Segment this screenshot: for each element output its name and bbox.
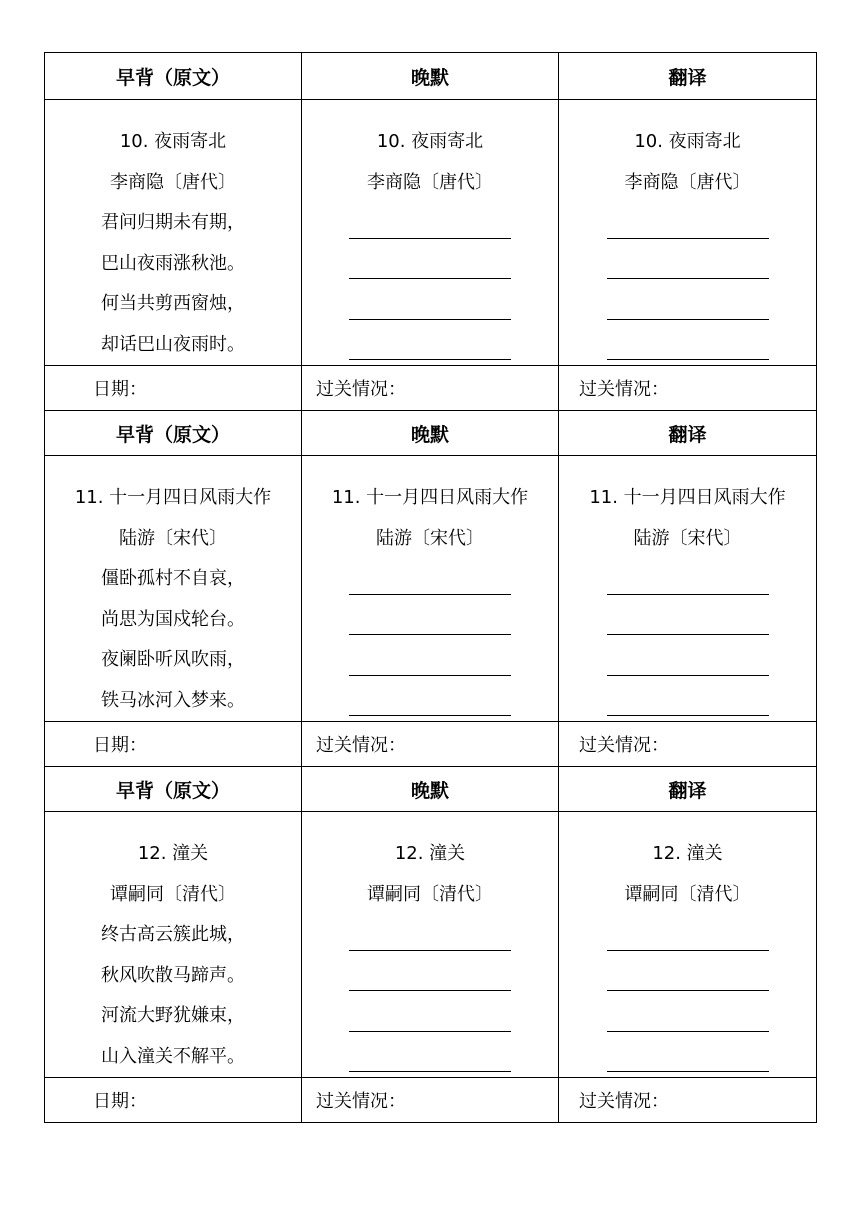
blank-writing-line[interactable] (559, 325, 816, 366)
translate-cell (559, 100, 817, 366)
poem-author: 谭嗣同〔清代〕 (367, 883, 493, 905)
poem-author: 李商隐〔唐代〕 (110, 171, 236, 193)
blank-writing-line[interactable] (559, 956, 816, 997)
header-recite: 晚默 (302, 767, 559, 812)
blank-writing-line[interactable] (302, 559, 558, 600)
recite-cell (302, 100, 559, 366)
header-translate: 翻译 (559, 53, 817, 100)
header-recite: 晚默 (302, 411, 559, 456)
header-original: 早背（原文） (45, 411, 302, 456)
poem-title: 11. 十一月四日风雨大作 (331, 487, 529, 508)
original-cell (45, 100, 302, 366)
recite-cell (302, 456, 559, 722)
blank-writing-line[interactable] (302, 640, 558, 681)
recite-cell (302, 812, 559, 1078)
translate-cell (559, 456, 817, 722)
poem-author: 李商隐〔唐代〕 (367, 171, 493, 193)
poem-title: 10. 夜雨寄北 (119, 131, 227, 152)
original-cell (45, 812, 302, 1078)
header-translate: 翻译 (559, 411, 817, 456)
status-label: 过关情况： (559, 366, 817, 411)
blank-writing-line[interactable] (302, 325, 558, 366)
poem-line: 终古高云簇此城， (101, 924, 245, 945)
poem-title: 11. 十一月四日风雨大作 (589, 487, 786, 508)
poem-line: 君问归期未有期， (101, 212, 245, 233)
blank-writing-line[interactable] (559, 1037, 816, 1078)
header-original: 早背（原文） (45, 53, 302, 100)
blank-writing-line[interactable] (302, 956, 558, 997)
poem-author: 谭嗣同〔清代〕 (110, 883, 236, 905)
header-translate: 翻译 (559, 767, 817, 812)
blank-writing-line[interactable] (559, 284, 816, 325)
poem-title: 12. 潼关 (394, 843, 466, 864)
blank-writing-line[interactable] (302, 996, 558, 1037)
blank-writing-line[interactable] (302, 284, 558, 325)
blank-writing-line[interactable] (559, 681, 816, 722)
blank-writing-line[interactable] (302, 600, 558, 641)
blank-writing-line[interactable] (302, 1037, 558, 1078)
translate-cell (559, 812, 817, 1078)
blank-writing-line[interactable] (559, 996, 816, 1037)
poem-author: 陆游〔宋代〕 (119, 527, 227, 549)
header-row (45, 411, 817, 456)
poem-line: 山入潼关不解平。 (101, 1045, 245, 1067)
poem-title: 10. 夜雨寄北 (376, 131, 484, 152)
poem-line: 夜阑卧听风吹雨， (101, 649, 245, 670)
footer-row (45, 1078, 817, 1123)
poem-line: 河流大野犹嫌束， (101, 1005, 245, 1026)
poem-line: 僵卧孤村不自哀， (101, 568, 245, 589)
poem-title: 12. 潼关 (137, 843, 209, 864)
poem-title: 12. 潼关 (652, 843, 723, 864)
footer-row (45, 722, 817, 767)
poem-author: 陆游〔宋代〕 (633, 527, 742, 549)
poem-author: 李商隐〔唐代〕 (624, 171, 751, 193)
blank-writing-line[interactable] (302, 244, 558, 285)
recitation-table (44, 52, 817, 1123)
footer-row (45, 366, 817, 411)
date-label: 日期： (45, 722, 302, 767)
blank-writing-line[interactable] (559, 640, 816, 681)
blank-writing-line[interactable] (302, 915, 558, 956)
date-label: 日期： (45, 1078, 302, 1123)
poem-author: 陆游〔宋代〕 (376, 527, 484, 549)
blank-writing-line[interactable] (559, 203, 816, 244)
header-original: 早背（原文） (45, 767, 302, 812)
poem-row (45, 100, 817, 366)
blank-writing-line[interactable] (559, 915, 816, 956)
blank-writing-line[interactable] (302, 203, 558, 244)
header-row (45, 767, 817, 812)
poem-line: 却话巴山夜雨时。 (101, 333, 245, 355)
date-label: 日期： (45, 366, 302, 411)
blank-writing-line[interactable] (302, 681, 558, 722)
poem-line: 铁马冰河入梦来。 (101, 689, 245, 711)
poem-line: 巴山夜雨涨秋池。 (101, 252, 245, 274)
poem-row (45, 456, 817, 722)
poem-line: 何当共剪西窗烛， (101, 293, 245, 314)
status-label: 过关情况： (302, 722, 559, 767)
status-label: 过关情况： (559, 1078, 817, 1123)
blank-writing-line[interactable] (559, 600, 816, 641)
status-label: 过关情况： (302, 366, 559, 411)
poem-title: 11. 十一月四日风雨大作 (74, 487, 272, 508)
header-row (45, 53, 817, 100)
poem-row (45, 812, 817, 1078)
blank-writing-line[interactable] (559, 559, 816, 600)
original-cell (45, 456, 302, 722)
poem-author: 谭嗣同〔清代〕 (624, 883, 751, 905)
poem-title: 10. 夜雨寄北 (634, 131, 741, 152)
blank-writing-line[interactable] (559, 244, 816, 285)
header-recite: 晚默 (302, 53, 559, 100)
poem-line: 秋风吹散马蹄声。 (101, 964, 245, 986)
poem-line: 尚思为国戍轮台。 (101, 608, 245, 630)
status-label: 过关情况： (559, 722, 817, 767)
status-label: 过关情况： (302, 1078, 559, 1123)
